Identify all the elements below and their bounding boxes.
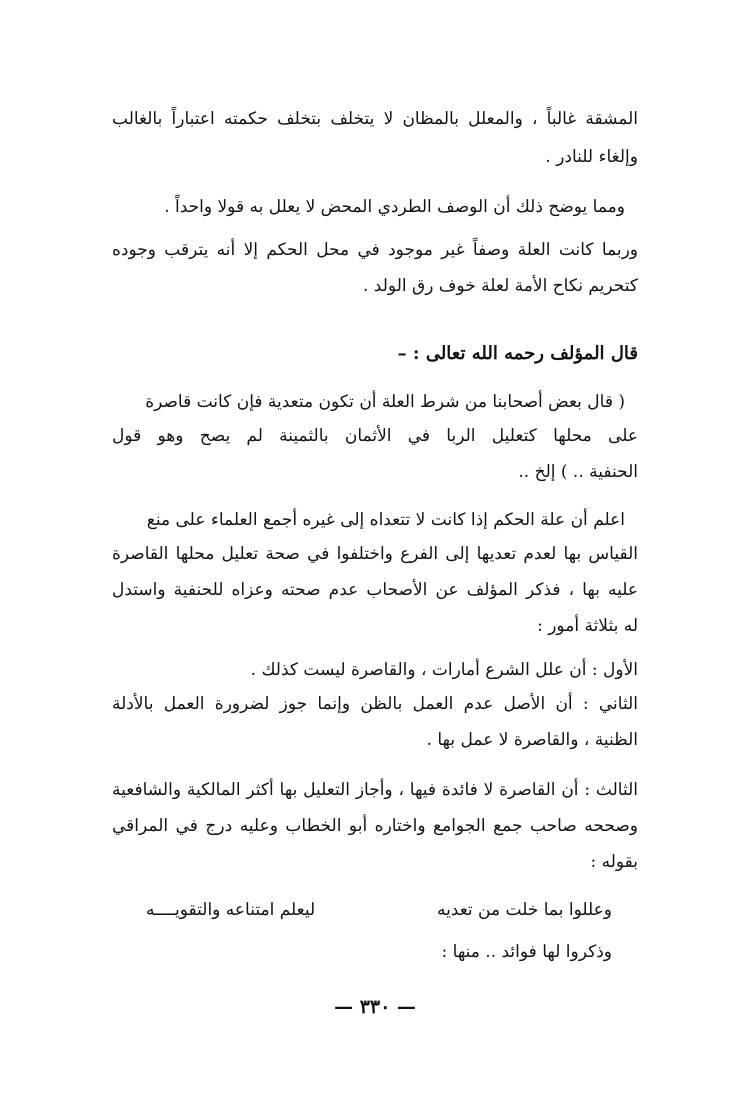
list-item: الثالث : أن القاصرة لا فائدة فيها ، وأجاز التعليل بها أكثر المالكية والشافعية	[112, 780, 638, 800]
verse-following-line: وذكروا لها فوائد .. منها :	[441, 942, 612, 962]
section-heading: قال المؤلف رحمه الله تعالى : –	[397, 343, 638, 364]
text-line: اعلم أن علة الحكم إذا كانت لا تتعداه إلى غيره أجمع العلماء على منع	[146, 510, 625, 530]
text-line: بقوله :	[590, 852, 638, 872]
text-line: عليه بها ، فذكر المؤلف عن الأصحاب عدم صحته وعزاه للحنفية واستدل	[112, 580, 638, 600]
verse-first-hemistich: وعللوا بما خلت من تعديه	[436, 900, 612, 920]
text-line: المشقة غالباً ، والمعلل بالمظان لا يتخلف بتخلف حكمته اعتباراً بالغالب	[112, 109, 638, 129]
text-line: وإلغاء للنادر .	[545, 147, 638, 167]
text-line: الظنية ، والقاصرة لا عمل بها .	[426, 730, 638, 750]
text-line: وصححه صاحب جمع الجوامع واختاره أبو الخطاب وعليه درج في المراقي	[112, 816, 638, 836]
text-line: القياس بها لعدم تعديها إلى الفرع واختلفوا في صحة تعليل محلها القاصرة	[112, 544, 638, 564]
text-line: وربما كانت العلة وصفاً غير موجود في محل الحكم إلا أنه يترقب وجوده	[112, 240, 638, 260]
quoted-text-line: ( قال بعض أصحابنا من شرط العلة أن تكون متعدية فإن كانت قاصرة	[145, 392, 625, 412]
text-line: له بثلاثة أمور :	[537, 616, 638, 636]
text-line: ومما يوضح ذلك أن الوصف الطردي المحض لا يعلل به قولا واحداً .	[164, 197, 625, 217]
verse-second-hemistich: ليعلم امتناعه والتقويــــه	[146, 900, 316, 920]
list-item: الأول : أن علل الشرع أمارات ، والقاصرة ليست كذلك .	[250, 660, 638, 680]
text-line: كتحريم نكاح الأمة لعلة خوف رق الولد .	[363, 276, 638, 296]
quoted-text-line: الحنفية .. ) إلخ ..	[518, 462, 638, 482]
list-item: الثاني : أن الأصل عدم العمل بالظن وإنما جوز لضرورة العمل بالأدلة	[112, 694, 638, 714]
page-number: — ٣٣٠ —	[334, 996, 416, 1018]
quoted-text-line: على محلها كتعليل الربا في الأثمان بالثمينة لم يصح وهو قول	[112, 426, 638, 446]
